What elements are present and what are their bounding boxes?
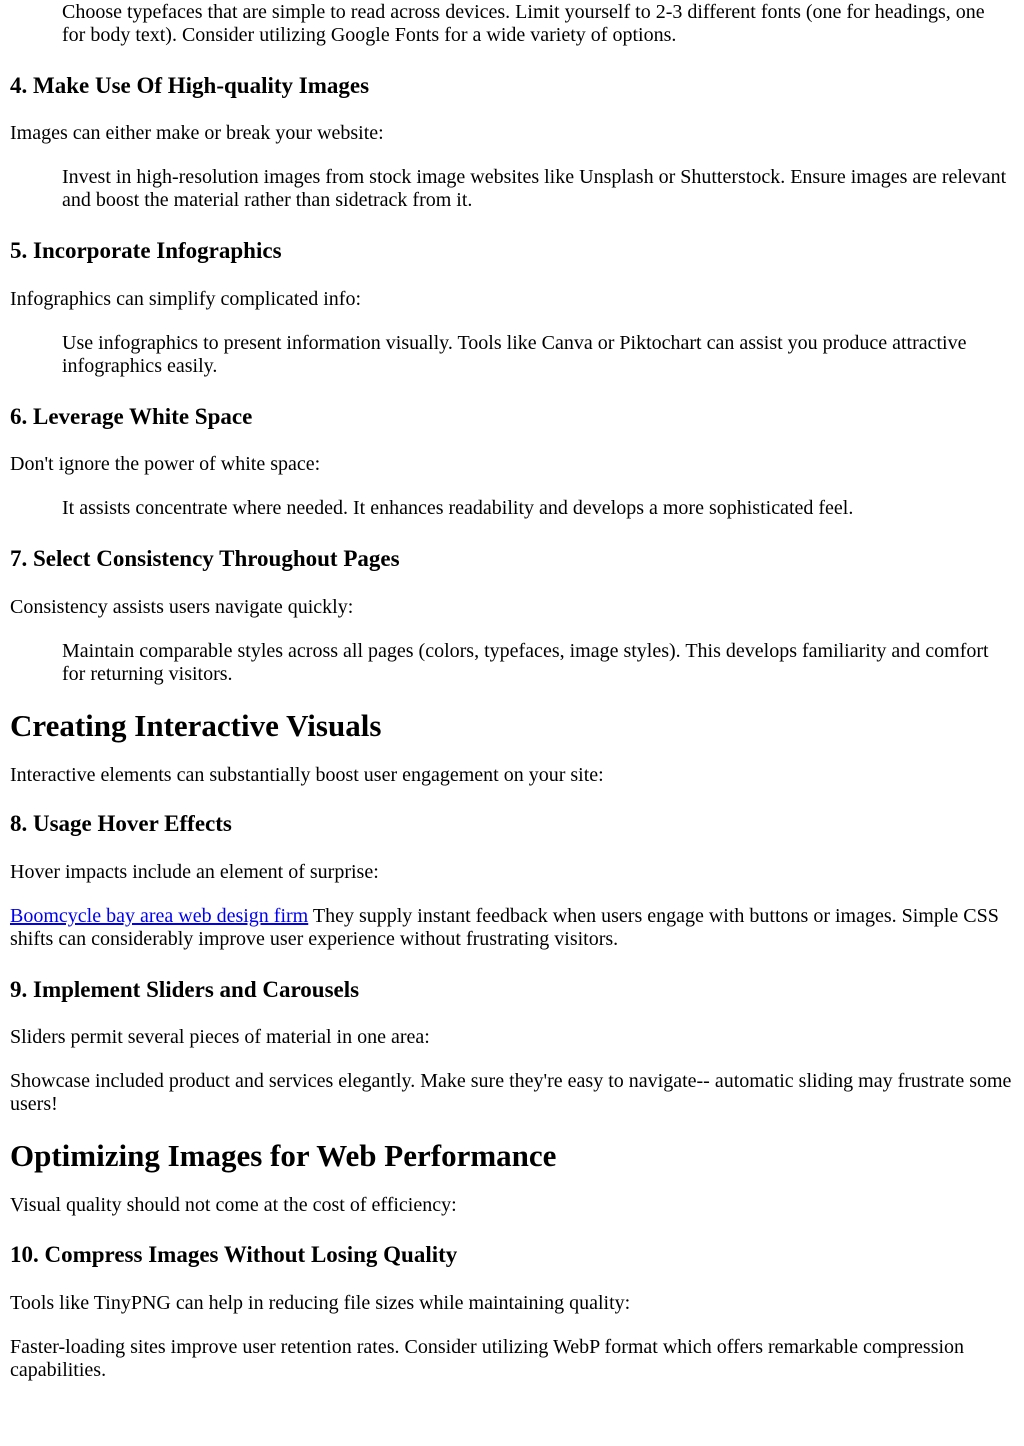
quote-text: It assists concentrate where needed. It enhances readability and develops a more sophisticated feel.: [62, 497, 854, 519]
section-title-optimizing-images: Optimizing Images for Web Performance: [10, 1138, 557, 1173]
boomcycle-link[interactable]: Boomcycle bay area web design firm: [10, 905, 309, 927]
paragraph: Showcase included product and services elegantly. Make sure they're easy to navigate-- automatic sliding may frustrate some users!: [10, 1070, 1012, 1115]
section-heading-hover-effects: 8. Usage Hover Effects: [10, 811, 232, 836]
section-heading-infographics: 5. Incorporate Infographics: [10, 238, 282, 263]
white-space-tip: [10, 497, 1012, 520]
paragraph: Sliders permit several pieces of material in one area:: [10, 1026, 430, 1048]
section-heading-sliders: 9. Implement Sliders and Carousels: [10, 977, 360, 1002]
section-heading-consistency: 7. Select Consistency Throughout Pages: [10, 546, 400, 571]
consistency-tip: [10, 640, 1012, 686]
paragraph: Faster-loading sites improve user retention rates. Consider utilizing WebP format which offers remarkable compression capabilities.: [10, 1336, 965, 1381]
section-title-interactive-visuals: Creating Interactive Visuals: [10, 708, 382, 743]
paragraph: Tools like TinyPNG can help in reducing file sizes while maintaining quality:: [10, 1292, 631, 1314]
paragraph: Interactive elements can substantially boost user engagement on your site:: [10, 764, 604, 786]
section-heading-compress-images: 10. Compress Images Without Losing Quality: [10, 1242, 458, 1267]
quote-text: Use infographics to present information visually. Tools like Canva or Piktochart can assist you produce attractive infographics easily.: [62, 332, 967, 377]
quote-text: Invest in high-resolution images from stock image websites like Unsplash or Shutterstock. Ensure images are relevant and boost the material rather than sidetrack from it.: [62, 166, 1007, 211]
quote-text: Maintain comparable styles across all pages (colors, typefaces, image styles). This develops familiarity and comfort for returning visitors.: [62, 640, 989, 685]
paragraph: Hover impacts include an element of surprise:: [10, 861, 379, 883]
paragraph-with-link: [10, 905, 1012, 951]
infographics-tip: [10, 332, 1012, 378]
paragraph: Images can either make or break your website:: [10, 122, 384, 144]
quote-text: Choose typefaces that are simple to read across devices. Limit yourself to 2-3 different fonts (one for headings, one for body text). Consider utilizing Google Fonts for a wide variety of options.: [62, 1, 985, 46]
paragraph: Infographics can simplify complicated info:: [10, 288, 362, 310]
paragraph: Visual quality should not come at the cost of efficiency:: [10, 1194, 457, 1216]
typeface-tip: [10, 0, 1012, 47]
paragraph-text: They supply instant feedback when users engage with buttons or images. Simple CSS shifts can considerably improve user experience without frustrating visitors.: [10, 905, 999, 950]
paragraph: Consistency assists users navigate quickly:: [10, 596, 354, 618]
section-heading-white-space: 6. Leverage White Space: [10, 404, 253, 429]
images-tip: [10, 166, 1012, 212]
paragraph: Don't ignore the power of white space:: [10, 453, 321, 475]
section-heading-images: 4. Make Use Of High-quality Images: [10, 73, 370, 98]
